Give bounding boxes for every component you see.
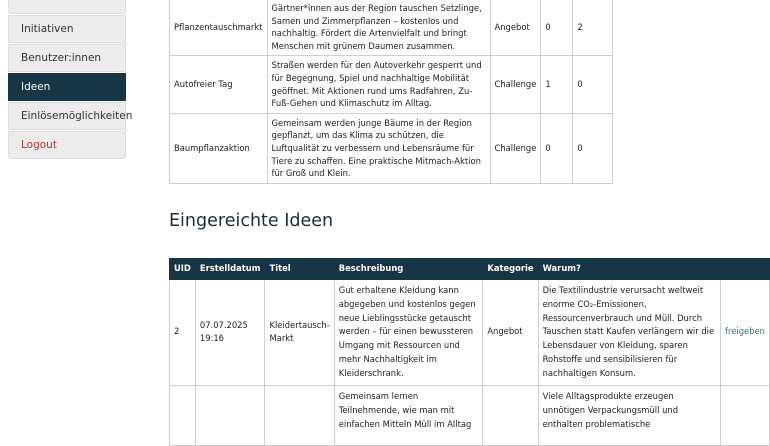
idea-why: Die Textilindustrie verursacht weltweit enorme CO₂-Emissionen, Ressourcenverbrauch und Müll. Durch Tauschen statt Kaufen verlängern wir die Lebensdauer von Kleidung, sparen Rohstoffe und sensibilisieren für nachhaltigen Konsum. bbox=[538, 279, 720, 385]
idea-category bbox=[483, 385, 538, 445]
challenge-type: Challenge bbox=[490, 56, 541, 113]
challenge-count-b: 2 bbox=[573, 0, 613, 56]
challenge-count-b: 0 bbox=[573, 56, 613, 113]
idea-category: Angebot bbox=[483, 279, 538, 385]
challenge-count-a: 1 bbox=[541, 56, 573, 113]
column-header-description[interactable]: Beschreibung bbox=[334, 259, 483, 280]
challenge-description: Gärtner*innen aus der Region tauschen Setzlinge, Samen und Zimmerpflanzen – kostenlos und nachhaltig. Fördert die Artenvielfalt und bringt Menschen mit grünem Daumen zusammen. bbox=[267, 0, 490, 56]
table-row bbox=[170, 56, 613, 113]
idea-title: Kleidertausch-Markt bbox=[265, 279, 334, 385]
idea-why: Viele Alltagsprodukte erzeugen unnötigen Verpackungsmüll und enthalten problematische bbox=[538, 385, 720, 445]
sidebar-item-einloesemoeglichkeiten[interactable]: Einlösemöglichkeiten bbox=[8, 102, 126, 130]
challenge-title: Autofreier Tag bbox=[170, 56, 268, 113]
idea-description: Gemeinsam lernen Teilnehmende, wie man mit einfachen Mitteln Müll im Alltag bbox=[334, 385, 483, 445]
challenge-description: Gemeinsam werden junge Bäume in der Region gepflanzt, um das Klima zu schützen, die Luftqualität zu verbessern und Lebensräume für Tiere zu schaffen. Eine praktische Mitmach-Aktion für Groß und Klein. bbox=[267, 113, 490, 183]
sidebar-item-initiativen[interactable]: Initiativen bbox=[8, 15, 126, 43]
idea-created: 07.07.2025 19:16 bbox=[195, 279, 265, 385]
sidebar-item-logout[interactable]: Logout bbox=[8, 131, 126, 159]
table-row bbox=[170, 113, 613, 183]
idea-uid: 2 bbox=[170, 279, 196, 385]
idea-description: Gut erhaltene Kleidung kann abgegeben und kostenlos gegen neue Lieblingsstücke getauscht werden – für einen bewussteren Umgang mit Ressourcen und mehr Nachhaltigkeit im Kleiderschrank. bbox=[334, 279, 483, 385]
approve-link[interactable]: freigeben bbox=[725, 326, 765, 337]
idea-action-cell bbox=[721, 385, 770, 445]
table-row bbox=[170, 385, 770, 445]
challenge-description: Straßen werden für den Autoverkehr gesperrt und für Begegnung, Spiel und nachhaltige Mobilität geöffnet. Mit Aktionen rund ums Radfahren, Zu-Fuß-Gehen und Klimaschutz im Alltag. bbox=[267, 56, 490, 113]
challenges-table bbox=[169, 0, 613, 184]
column-header-category[interactable]: Kategorie bbox=[483, 259, 538, 280]
sidebar-item-hidden-top[interactable] bbox=[8, 0, 126, 14]
idea-uid bbox=[170, 385, 196, 445]
challenge-type: Challenge bbox=[490, 113, 541, 183]
table-row bbox=[170, 279, 770, 385]
ideas-table bbox=[169, 258, 770, 446]
column-header-uid[interactable]: UID bbox=[170, 259, 196, 280]
sidebar-item-ideen[interactable]: Ideen bbox=[8, 73, 126, 101]
challenge-title: Baumpflanzaktion bbox=[170, 113, 268, 183]
sidebar-nav bbox=[8, 0, 133, 159]
challenge-count-b: 0 bbox=[573, 113, 613, 183]
challenge-count-a: 0 bbox=[541, 113, 573, 183]
column-header-action bbox=[721, 259, 770, 280]
table-header-row bbox=[170, 259, 770, 280]
challenge-type: Angebot bbox=[490, 0, 541, 56]
column-header-why[interactable]: Warum? bbox=[538, 259, 720, 280]
column-header-title[interactable]: Titel bbox=[265, 259, 334, 280]
sidebar-item-benutzer[interactable]: Benutzer:innen bbox=[8, 44, 126, 72]
challenge-count-a: 0 bbox=[541, 0, 573, 56]
idea-action-cell bbox=[721, 279, 770, 385]
column-header-created[interactable]: Erstelldatum bbox=[195, 259, 265, 280]
challenge-title: Pflanzentauschmarkt bbox=[170, 0, 268, 56]
table-row bbox=[170, 0, 613, 56]
idea-title bbox=[265, 385, 334, 445]
idea-created bbox=[195, 385, 265, 445]
section-title-ideas: Eingereichte Ideen bbox=[169, 211, 334, 231]
